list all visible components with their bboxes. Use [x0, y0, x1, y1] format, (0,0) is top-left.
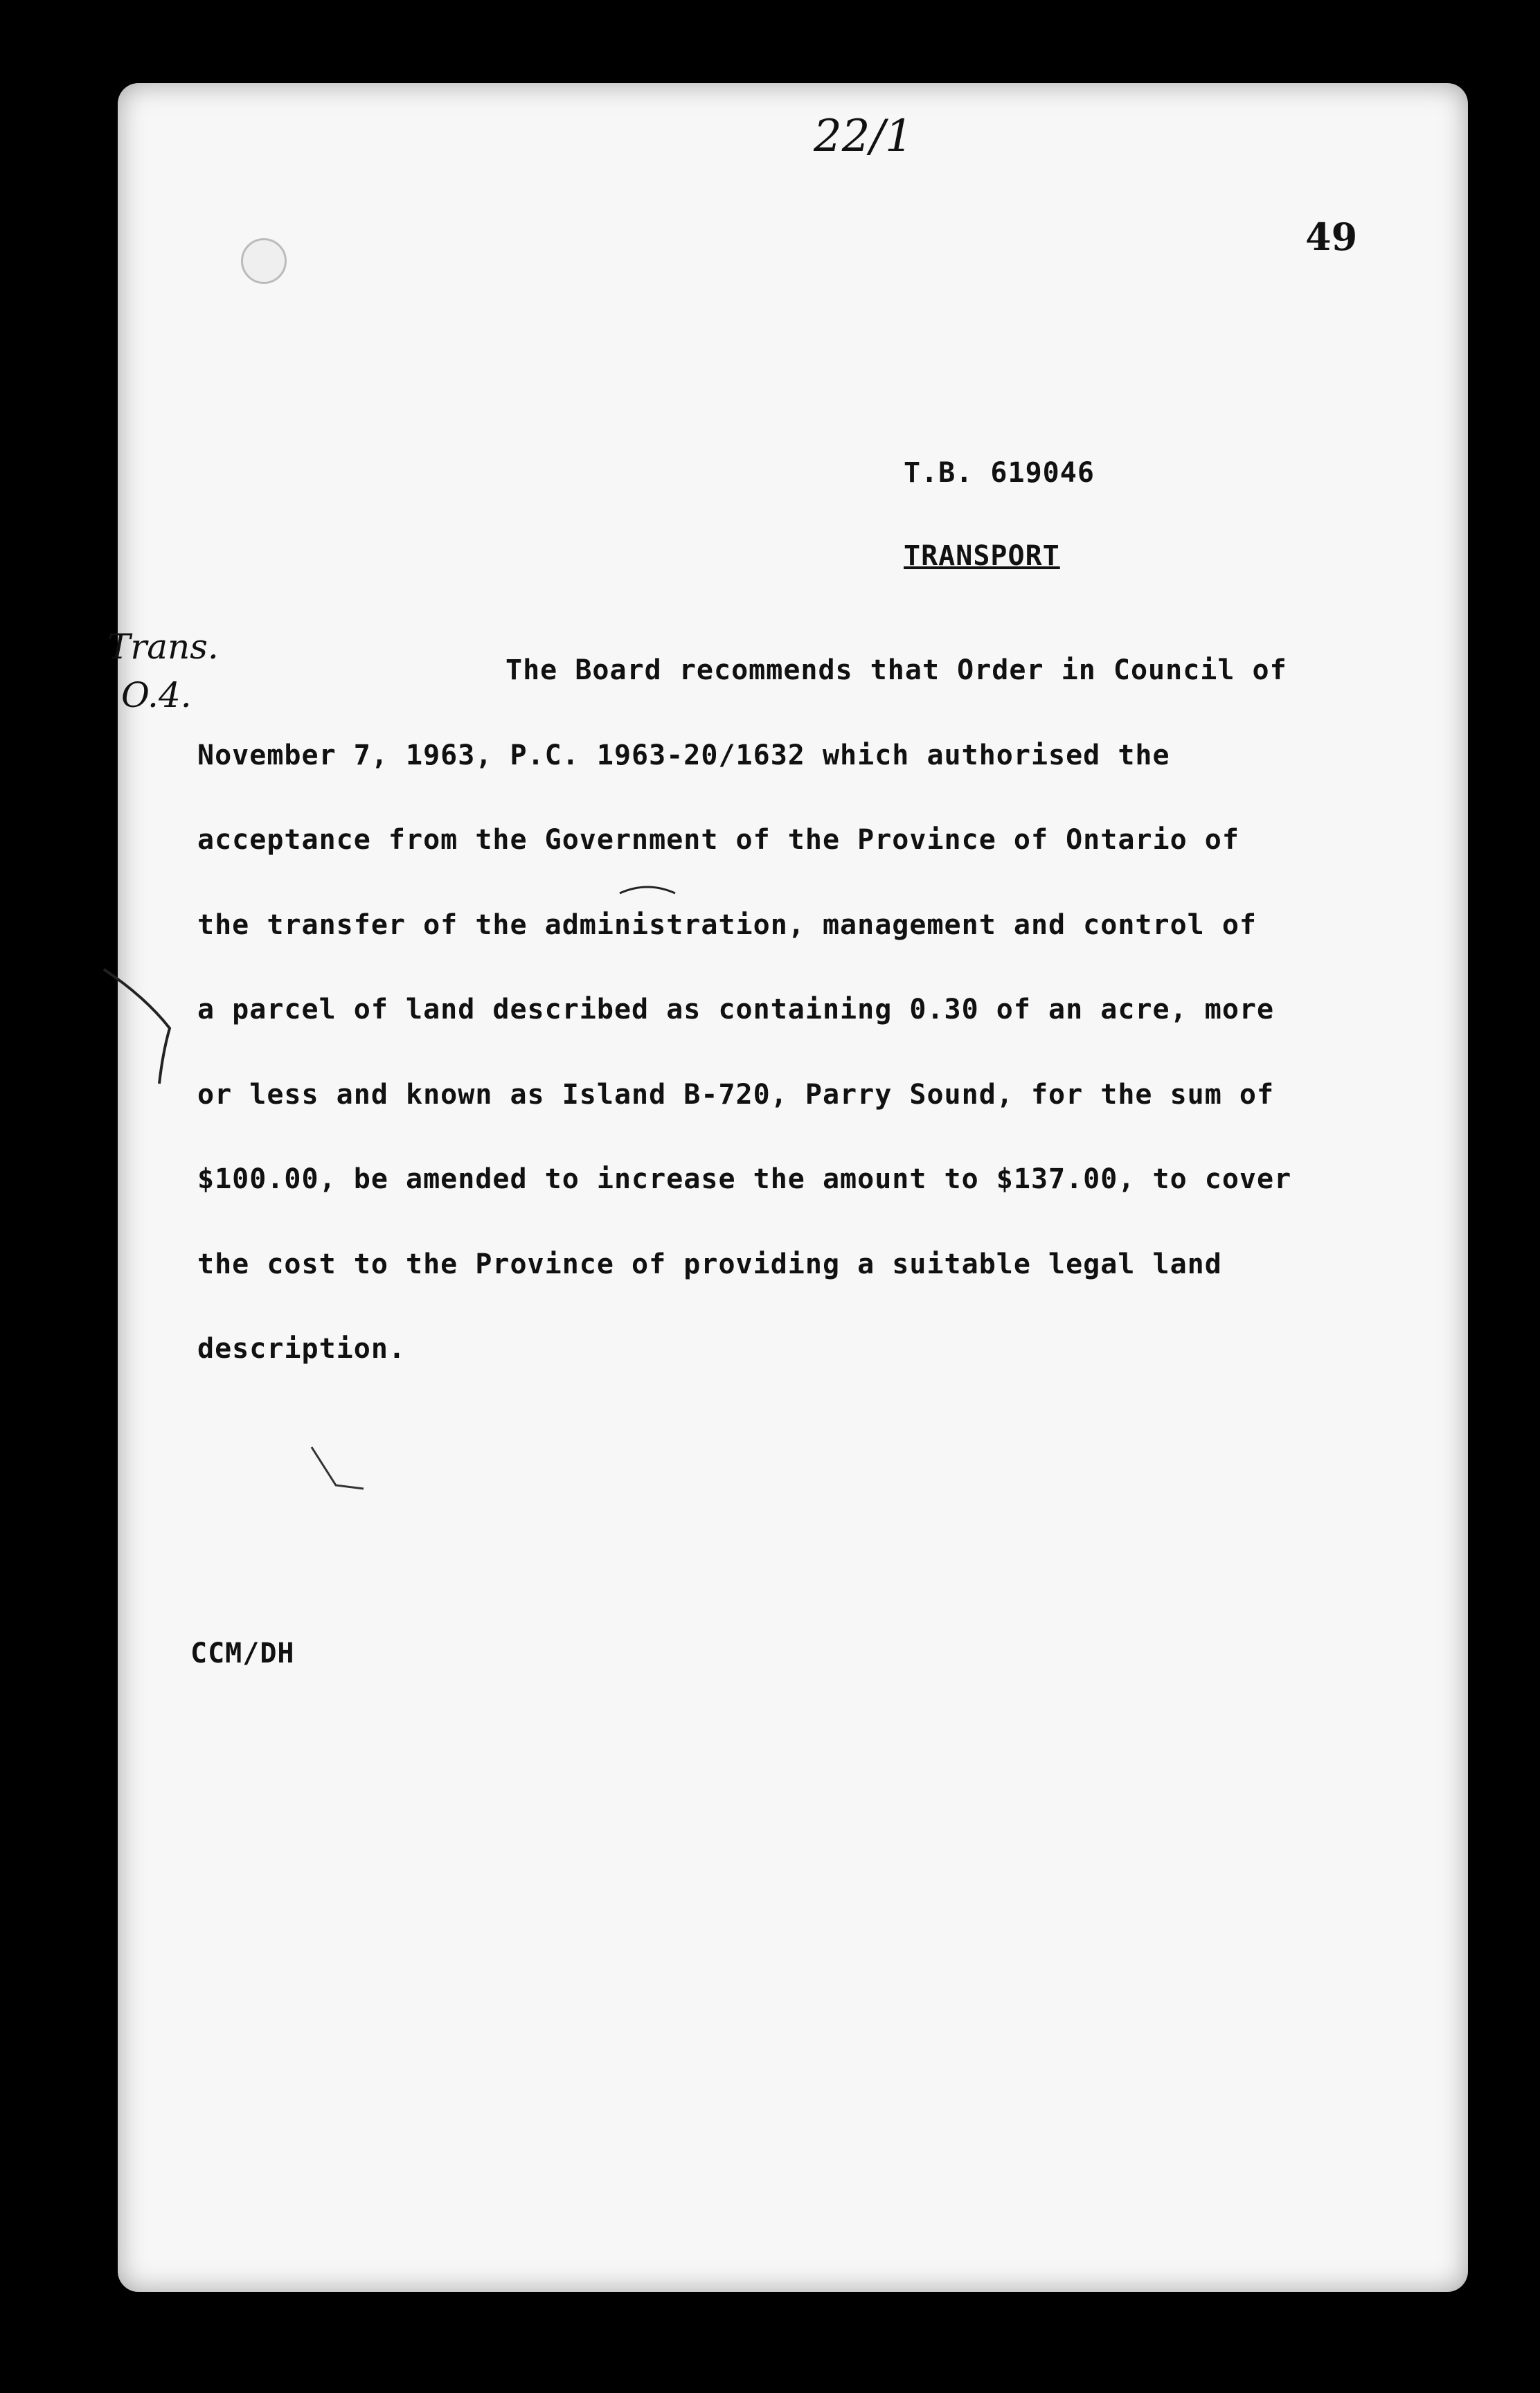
- reference-number: T.B. 619046: [904, 457, 1095, 489]
- body-line: the transfer of the administration, management and control of: [197, 909, 1257, 941]
- body-line: $100.00, be amended to increase the amount to $137.00, to cover: [197, 1163, 1292, 1195]
- typist-initials: CCM/DH: [190, 1638, 295, 1669]
- pencil-arc-mark: [620, 887, 675, 893]
- margin-note-line2: O.4.: [121, 675, 192, 715]
- handwritten-top-mark: 22/1: [814, 111, 913, 162]
- body-line: the cost to the Province of providing a suitable legal land: [197, 1248, 1222, 1280]
- body-line: The Board recommends that Order in Council of: [505, 654, 1287, 686]
- body-line: description.: [197, 1333, 406, 1365]
- page-number: 49: [1305, 215, 1358, 259]
- pencil-tick-mark: [312, 1447, 364, 1489]
- department-heading: TRANSPORT: [904, 540, 1060, 572]
- body-line: or less and known as Island B-720, Parry Sound, for the sum of: [197, 1079, 1275, 1111]
- body-line: November 7, 1963, P.C. 1963-20/1632 which authorised the: [197, 740, 1170, 771]
- margin-bracket-mark: [104, 969, 170, 1084]
- body-line: acceptance from the Government of the Province of Ontario of: [197, 824, 1239, 856]
- body-line: a parcel of land described as containing 0.30 of an acre, more: [197, 994, 1275, 1025]
- margin-note-line1: Trans.: [107, 627, 219, 667]
